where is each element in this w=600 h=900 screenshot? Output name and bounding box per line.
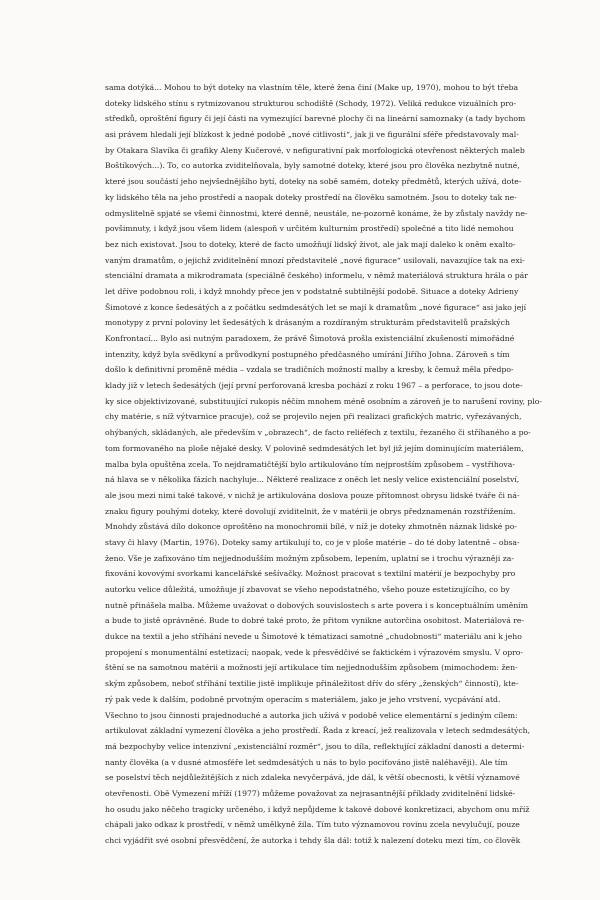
text-line: doteky lidského stínu s rytmizovanou strukturou schodiště (Schody, 1972). Veliká redukce vizuálních pro- (105, 98, 517, 108)
text-line: má bezpochyby velice intenzivní „existenciální rozměr“, jsou to díla, reflektující základní danosti a determi- (105, 741, 525, 751)
text-line: nutně přinášela malba. Můžeme uvažovat o dobových souvislostech s arte povera i s konceptuálním uměním (105, 600, 529, 610)
text-line: dukce na textil a jeho stříhání nevede u Šimotové k tématizaci samotné „chudobnosti“ materiálu ani k jeho (105, 632, 522, 642)
text-line: otevřenosti. Obě Vymezení mříží (1977) můžeme považovat za nejrasantnější příklady zviditelnění lidské- (105, 788, 516, 798)
text-line: ky lidského těla na jeho prostředí a naopak doteky prostředí na člověku samotném. Jsou to doteky tak ne- (105, 192, 517, 202)
text-line: stenciální dramata a mikrodramata (speciálně českého) informelu, v němž materiálová struktura hrála o pár (105, 271, 528, 281)
text-line: Všechno to jsou činnosti prajednoduché a autorka jich užívá v podobě velice elementární s jediným cílem: (105, 710, 518, 720)
text-line: středků, oproštění figury či její části na vymezující barevné plochy či na lineární samoznaky (a tady bychom (105, 114, 526, 124)
text-line: se poselství těch nejdůležitějších z nich zdaleka nevyčerpává, jde dál, k větší obecnosti, k větší významové (105, 773, 520, 783)
text-line: monotypy z první poloviny let šedesátých k drásaným a rozdíraným strukturám představitelů pražských (105, 318, 510, 328)
text-line: ohýbaných, skládaných, ale především v „obrazech“, de facto reliéfech z textilu, řezaného či stříhaného a po- (105, 428, 531, 438)
text-line: odmyslitelně spjaté se všemi činnostmi, které denně, neustále, ne-pozorně konáme, že by zůstaly navždy ne- (105, 208, 528, 218)
text-line: artikulovat základní vymezení člověka a jeho prostředí. Řada z kreací, jež realizovala v letech sedmdesátých, (105, 726, 531, 736)
text-line: ky sice objektivizované, substituující rukopis něčím mnohem méně osobním a zároveň je to narušení roviny, plo- (105, 396, 542, 406)
text-line: vaným dramatům, o jejichž zviditelnění mnozí představitelé „nové figurace“ usilovali, navazujíce tak na exi- (105, 255, 525, 265)
text-line: Boštíkových...). To, co autorka zviditelňovala, byly samotné doteky, které jsou pro člověka nezbytně nutné, (105, 161, 520, 171)
text-line: povšimnuty, i když jsou všem lidem (alespoň v určitém kulturním prostředí) společné a tito lidé nemohou (105, 224, 514, 234)
text-line: klady již v letech šedesátých (její první perforovaná kresba pochází z roku 1967 – a perforace, to jsou dote- (105, 381, 523, 391)
text-line: které jsou součástí jeho nejvšednějšího bytí, doteky na sobě samém, doteky předmětů, kterých užívá, dote- (105, 177, 522, 187)
text-line: propojení s monumentální estetizací; naopak, vede k přesvědčivé se faktickém i výrazovém smyslu. V opro- (105, 647, 524, 657)
text-line: štění se na samotnou matérii a možnosti její artikulace tím nejjednodušším způsobem (mimochodem: žen- (105, 663, 518, 673)
text-line: intenzity, když byla svědkyní a průvodkyní postupného předčasného umírání Jiřího Johna. Zároveň s tím (105, 349, 510, 359)
text-line: Mnohdy zůstává dílo dokonce oproštěno na monochromii bílé, v níž je doteky zhmotněn náznak lidské po- (105, 522, 517, 532)
text-line: nanty člověka (a v dusné atmosféře let sedmdesátých u nás to bylo pociťováno jistě naléhavěji). Ale tím (105, 757, 508, 767)
text-line: by Otakara Slavíka či grafiky Aleny Kučerové, v nefigurativní pak morfologická otevřenost některých maleb (105, 145, 525, 155)
text-line: ho osudu jako něčeho tragicky určeného, i když nepůjdeme k takové dobové konkretizaci, abychom onu mříž (105, 804, 530, 814)
text-line: chy matérie, s níž výtvarnice pracuje), což se projevilo nejen při realizaci grafických matric, vyřezávaných, (105, 412, 522, 422)
text-line: ženo. Vše je zafixováno tím nejjednodušším možným způsobem, lepením, uplatní se i trochu výrazněji za- (105, 553, 514, 563)
text-line: rý pak vede k dalším, podobně prvotným operacím s materiálem, jako je jeho vrstvení, vycpávání atd. (105, 694, 501, 704)
text-line: fixování kovovými svorkami kancelářské sešívačky. Možnost pracovat s textilní matérií je bezpochyby pro (105, 569, 516, 579)
text-line: tom formovaného na ploše nějaké desky. V polovině sedmdesátých let byl již jejím dominujícím materiálem, (105, 443, 524, 453)
text-line: autorku velice důležitá, umožňuje jí zbavovat se všeho nepodstatného, všeho pouze estetizujícího, co by (105, 585, 510, 594)
text-line: a bude to jistě oprávněné. Bude to dobré také proto, že přitom vynikne autorčina osobitost. Materiálová re- (105, 616, 525, 626)
text-line: Konfrontací... Bylo asi nutným paradoxem, že právě Šimotová prošla existenciální zkušeností mimořádné (105, 334, 515, 343)
text-line: ná hlava se v několika fázích nachyluje... Některé realizace z oněch let nesly velice existenciální poselství, (105, 475, 520, 485)
text-line: došlo k definitivní proměně média – vzdala se tradičních možností malby a kresby, k čemuž měla předpo- (105, 365, 514, 375)
text-line: asi právem hledali její blízkost k jedné podobě „nové citlivosti“, jak ji ve figurální sféře představovaly mal- (105, 130, 519, 140)
text-line: sama dotýká... Mohou to být doteky na vlastním těle, které žena činí (Make up, 1970), mohou to být třeba (105, 83, 519, 92)
page-text-body (105, 80, 542, 849)
text-line: bez nich existovat. Jsou to doteky, které de facto umožňují lidský život, ale jak mají daleko k oněm exalto- (105, 239, 516, 249)
text-line: ale jsou mezi nimi také takové, v nichž je artikulována doslova pouze přítomnost obrysu lidské tváře či ná- (105, 490, 520, 500)
text-line: malba byla opuštěna zcela. To nejdramatičtější bylo artikulováno tím nejprostším způsobem – vystřihova- (105, 459, 515, 469)
text-line: let dříve podobnou roli, i když mnohdy přece jen v podstatně subtilnější podobě. Situace a doteky Adrieny (105, 286, 519, 296)
text-line: ským způsobem, neboť stříhání textilie jistě implikuje přináležitost dřív do sféry „ženských“ činností), kte- (105, 679, 519, 689)
text-line: chápali jako odkaz k prostředí, v němž umělkyně žila. Tím tuto významovou rovinu zcela nevylučují, pouze (105, 820, 520, 830)
text-line: znaku figury pouhými doteky, které dovolují zviditelnit, že v matérii je obrys předznamenán rozstřižením. (105, 506, 516, 516)
text-line: stavy či hlavy (Martin, 1976). Doteky samy artikulují to, co je v ploše matérie – do té doby latentně – obsa- (105, 537, 520, 547)
text-line: Šimotové z konce šedesátých a z počátku sedmdesátých let se mají k dramatům „nové figurace“ asi jako její (105, 302, 527, 312)
text-line: chci vyjádřit své osobní přesvědčení, že autorka i tehdy šla dál: totiž k nalezení doteku mezi tím, co člověk (105, 836, 521, 845)
